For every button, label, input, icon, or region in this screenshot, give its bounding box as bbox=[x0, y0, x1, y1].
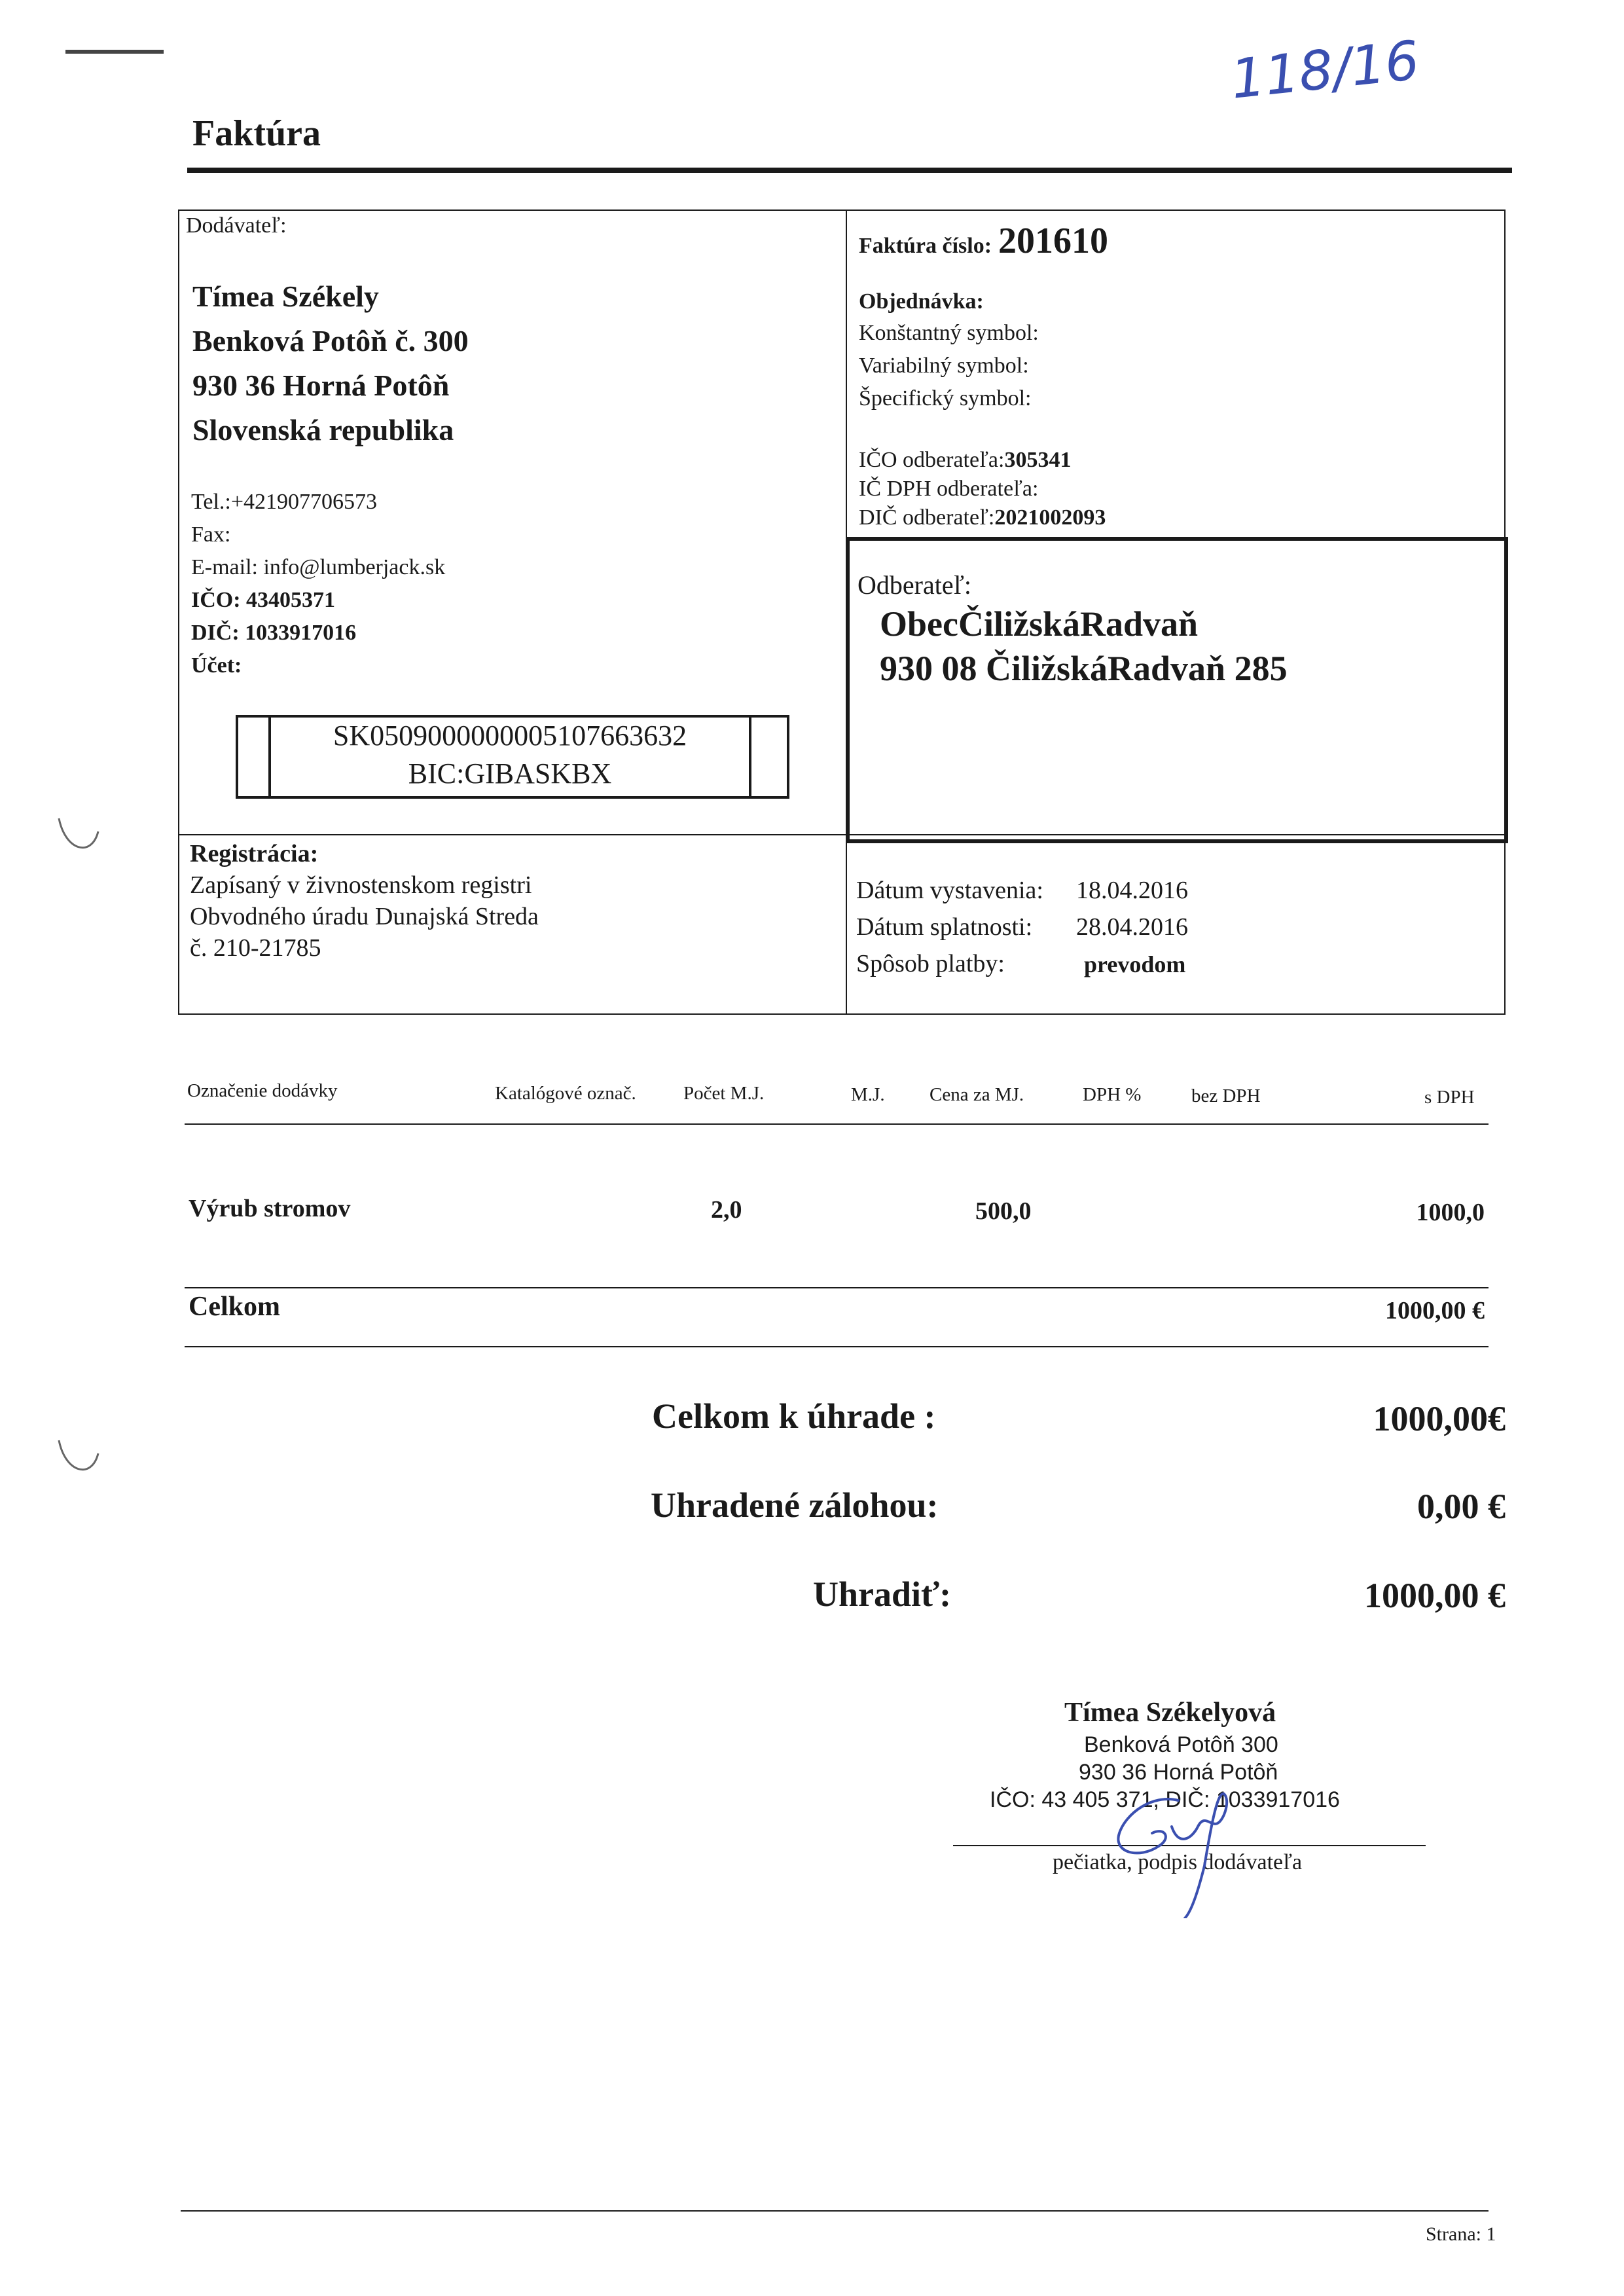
customer-label: Odberateľ: bbox=[857, 570, 971, 600]
supplier-city: 930 36 Horná Potôň bbox=[192, 369, 450, 402]
registration-label: Registrácia: bbox=[190, 840, 319, 867]
account-iban: SK0509000000005107663632 bbox=[333, 720, 687, 752]
summary-pay: 1000,00 € bbox=[1364, 1576, 1506, 1615]
issue-date-label: Dátum vystavenia: bbox=[856, 877, 1043, 904]
dic-odberatela-row bbox=[859, 505, 1106, 530]
supplier-street: Benková Potôň č. 300 bbox=[192, 324, 469, 357]
col-header-dph: DPH % bbox=[1083, 1084, 1142, 1105]
ico-odberatela-row bbox=[859, 448, 1071, 473]
scan-mark bbox=[65, 50, 164, 54]
registration-line3: č. 210-21785 bbox=[190, 934, 321, 962]
punch-hole-top bbox=[52, 805, 105, 864]
stamp-city: 930 36 Horná Potôň bbox=[1079, 1760, 1278, 1785]
document-title: Faktúra bbox=[192, 113, 321, 154]
table-total-label: Celkom bbox=[189, 1292, 280, 1322]
table-total-top-line bbox=[185, 1287, 1489, 1288]
summary-advance: 0,00 € bbox=[1417, 1487, 1506, 1526]
stamp-street: Benková Potôň 300 bbox=[1084, 1732, 1278, 1757]
handwritten-signature bbox=[1100, 1787, 1270, 1918]
issue-date: 18.04.2016 bbox=[1076, 877, 1188, 904]
row-item-qty: 2,0 bbox=[711, 1196, 742, 1224]
summary-pay-label: Uhradiť: bbox=[813, 1575, 952, 1614]
ico-odberatela: 305341 bbox=[1004, 448, 1072, 472]
due-date-label: Dátum splatnosti: bbox=[856, 913, 1033, 941]
dic-odberatela-label: DIČ odberateľ: bbox=[859, 505, 995, 530]
page-number: Strana: 1 bbox=[1426, 2223, 1496, 2245]
punch-hole-bottom bbox=[52, 1427, 105, 1486]
var-symbol: Variabilný symbol: bbox=[859, 354, 1029, 378]
payment-method-label: Spôsob platby: bbox=[856, 950, 1005, 977]
supplier-dic: DIČ: 1033917016 bbox=[191, 621, 357, 645]
col-header-s-dph: s DPH bbox=[1424, 1087, 1475, 1108]
signature-label: pečiatka, podpis dodávateľa bbox=[1053, 1850, 1303, 1874]
supplier-name: Tímea Székely bbox=[192, 280, 379, 313]
supplier-tel: Tel.:+421907706573 bbox=[191, 490, 378, 514]
table-total-value: 1000,00 € bbox=[1385, 1297, 1485, 1324]
table-header-line bbox=[185, 1123, 1489, 1125]
invoice-number-row bbox=[859, 220, 1108, 262]
account-box-inner-right bbox=[749, 715, 751, 799]
customer-address: 930 08 ČiližskáRadvaň 285 bbox=[880, 649, 1288, 688]
row-item-total: 1000,0 bbox=[1416, 1199, 1485, 1226]
registration-line1: Zapísaný v živnostenskom registri bbox=[190, 871, 532, 899]
summary-to-pay: 1000,00€ bbox=[1373, 1399, 1506, 1438]
signature-stroke bbox=[1118, 1794, 1227, 1918]
col-header-katalogove: Katalógové označ. bbox=[495, 1083, 636, 1104]
konst-symbol: Konštantný symbol: bbox=[859, 321, 1039, 345]
stamp-ids: IČO: 43 405 371, DIČ: 1033917016 bbox=[990, 1787, 1340, 1812]
account-bic: BIC:GIBASKBX bbox=[408, 757, 612, 790]
customer-name: ObecČiližskáRadvaň bbox=[880, 604, 1199, 644]
title-underline bbox=[187, 168, 1512, 173]
punch-hole-top-arc bbox=[59, 818, 98, 848]
ic-dph-odberatela: IČ DPH odberateľa: bbox=[859, 477, 1039, 501]
col-header-oznacenie: Označenie dodávky bbox=[187, 1080, 338, 1101]
handwritten-annotation: 118/16 bbox=[1227, 29, 1422, 111]
punch-hole-bottom-arc bbox=[59, 1440, 98, 1470]
invoice-number-label: Faktúra číslo: bbox=[859, 234, 992, 258]
summary-advance-label: Uhradené zálohou: bbox=[651, 1485, 939, 1525]
order-label: Objednávka: bbox=[859, 289, 984, 314]
supplier-ico: IČO: 43405371 bbox=[191, 588, 336, 612]
dic-odberatela: 2021002093 bbox=[994, 505, 1106, 530]
spec-symbol: Špecifický symbol: bbox=[859, 386, 1032, 410]
summary-to-pay-label: Celkom k úhrade : bbox=[652, 1396, 936, 1436]
supplier-country: Slovenská republika bbox=[192, 413, 454, 446]
row-item-price: 500,0 bbox=[975, 1197, 1032, 1225]
registration-line2: Obvodného úradu Dunajská Streda bbox=[190, 903, 539, 930]
footer-line bbox=[181, 2210, 1489, 2212]
col-header-cena: Cena za MJ. bbox=[929, 1084, 1024, 1105]
row-item-name: Výrub stromov bbox=[189, 1195, 351, 1222]
stamp-name: Tímea Székelyová bbox=[1064, 1698, 1276, 1728]
payment-method: prevodom bbox=[1084, 951, 1186, 977]
table-total-bottom-line bbox=[185, 1346, 1489, 1347]
col-header-bez-dph: bez DPH bbox=[1191, 1085, 1261, 1106]
col-header-mj: M.J. bbox=[851, 1084, 885, 1105]
due-date: 28.04.2016 bbox=[1076, 913, 1188, 941]
supplier-email: E-mail: info@lumberjack.sk bbox=[191, 555, 446, 579]
ico-odberatela-label: IČO odberateľa: bbox=[859, 448, 1005, 472]
supplier-account-label: Účet: bbox=[191, 653, 242, 678]
supplier-fax: Fax: bbox=[191, 522, 231, 547]
invoice-number: 201610 bbox=[998, 221, 1109, 261]
col-header-pocet: Počet M.J. bbox=[683, 1083, 765, 1104]
supplier-label: Dodávateľ: bbox=[186, 213, 287, 238]
